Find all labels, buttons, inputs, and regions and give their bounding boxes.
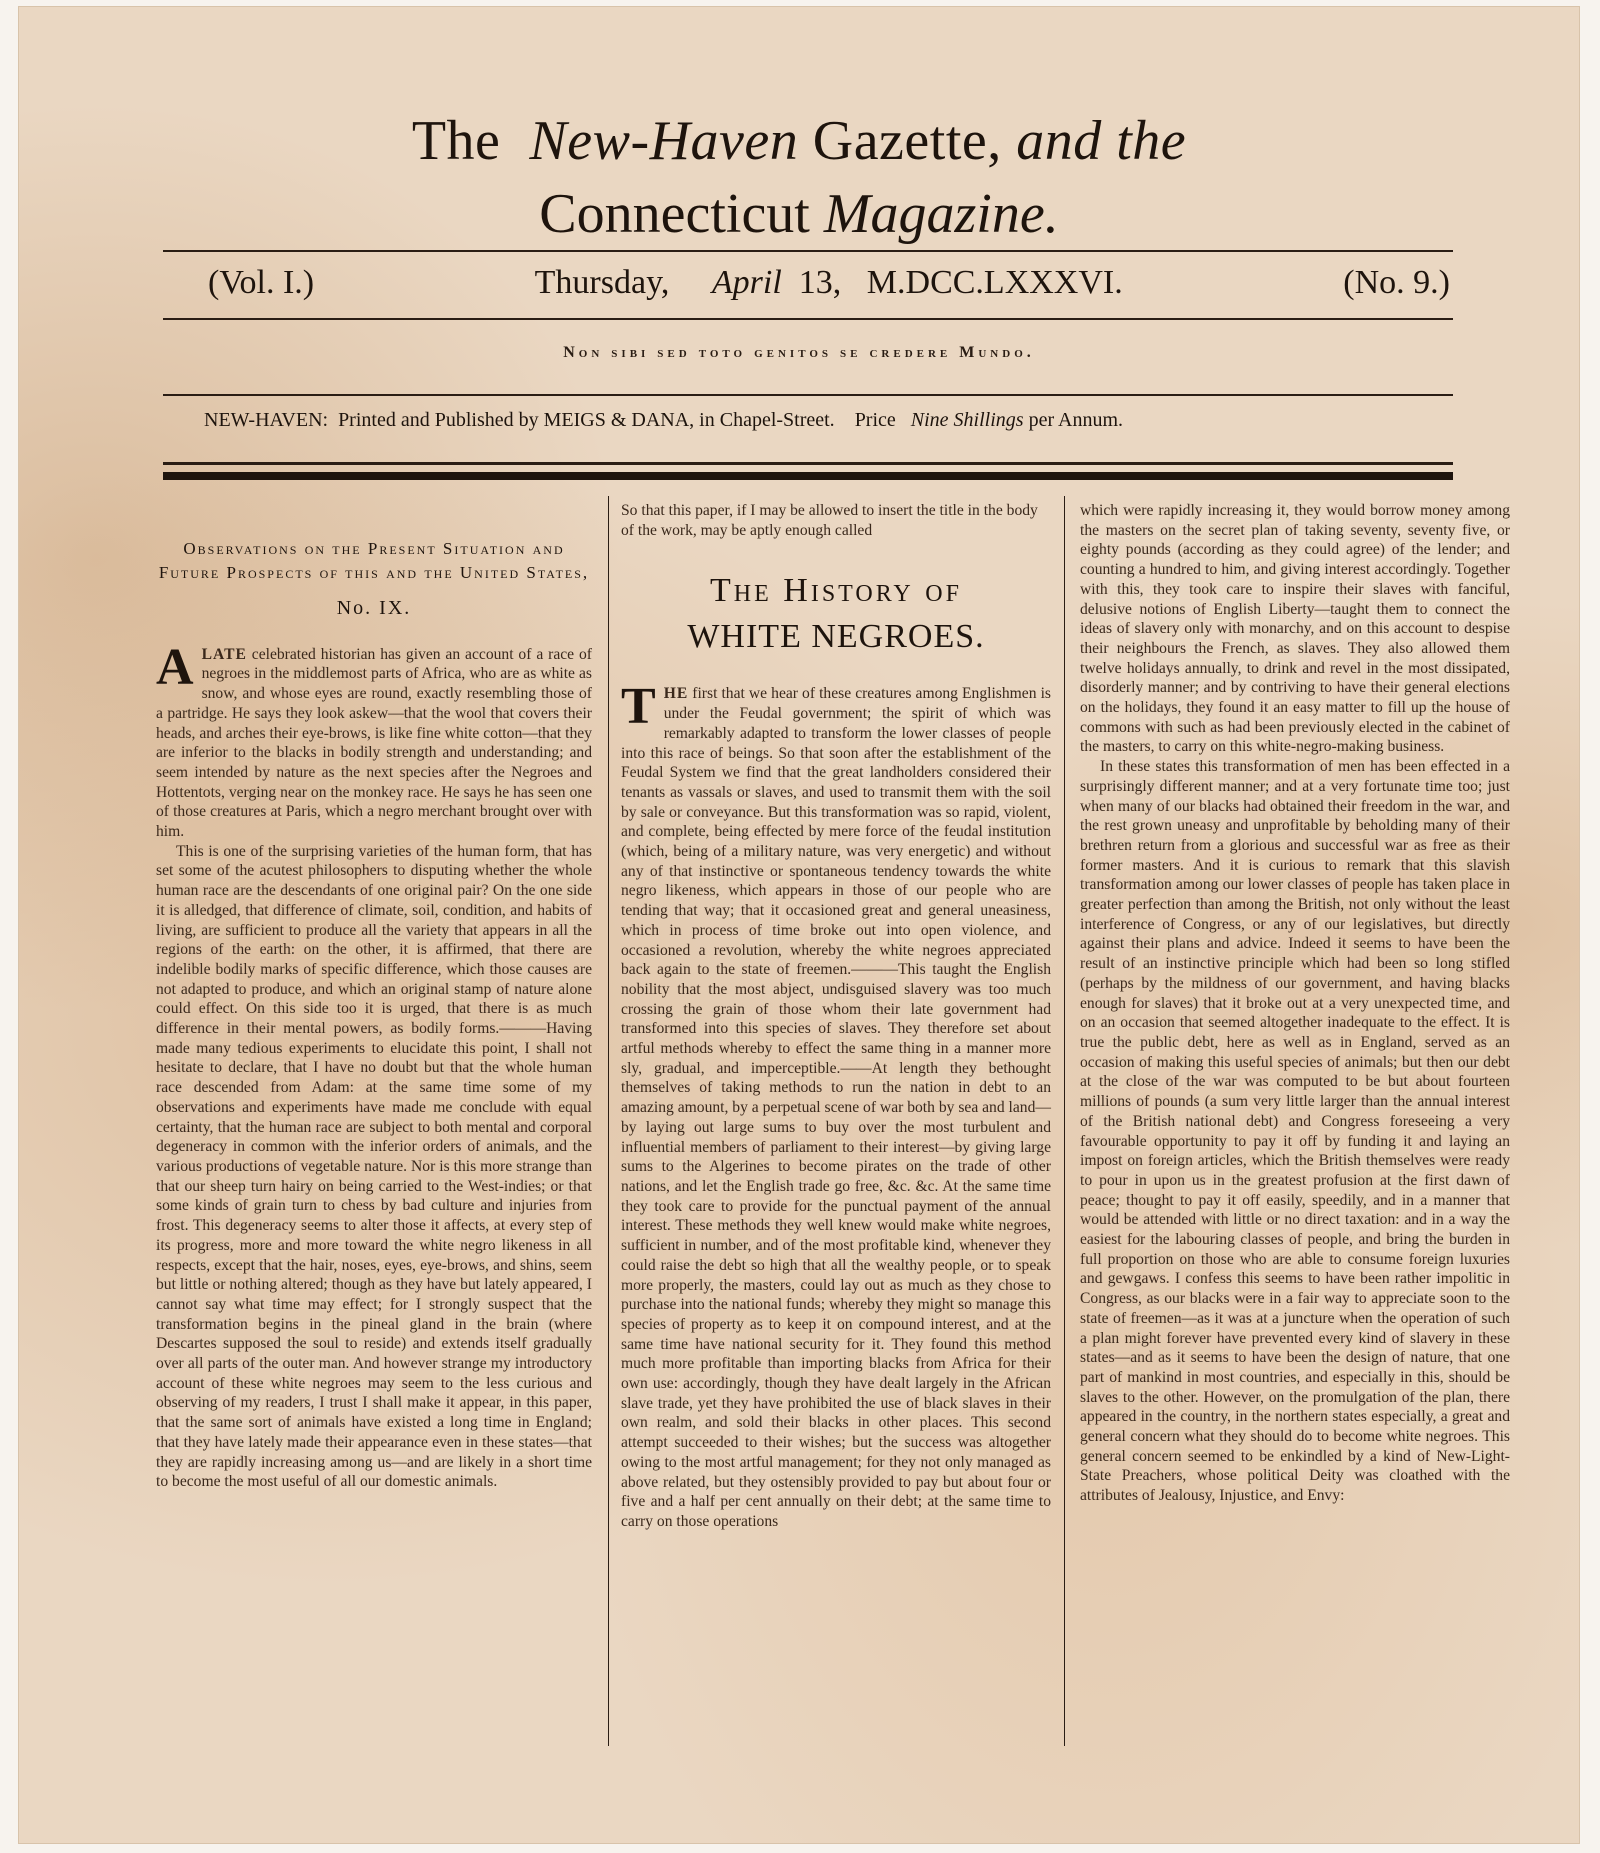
title-connecticut: Connecticut	[539, 183, 810, 245]
article-number: No. IX.	[336, 597, 412, 619]
lead-word: LATE	[201, 645, 247, 663]
weekday: Thursday,	[534, 264, 670, 301]
price-suffix: per Annum.	[1028, 409, 1124, 431]
motto: Non sibi sed toto genitos se credere Mundo.	[563, 344, 1035, 361]
title-gazette: Gazette,	[812, 110, 1002, 172]
title-and-the: and the	[1016, 110, 1187, 172]
article-heading: Observations on the Present Situation and Future Prospects of this and the United States,	[158, 539, 590, 582]
thick-rule-divider	[163, 472, 1453, 480]
day: 13,	[798, 264, 842, 301]
article-title	[621, 568, 1051, 660]
title-magazine: Magazine.	[823, 183, 1059, 245]
title-new-haven: New-Haven	[529, 110, 799, 172]
rule-divider	[163, 462, 1453, 465]
paragraph: which were rapidly increasing it, they would borrow money among the masters on the secret plan of taking seventy, seventy five, or eighty pounds (according as they could agree) of the lender; and counting a hundred to him, and giving interest accordingly. Together with this, they took care to inspire their slaves with fanciful, delusive notions of English Liberty—taught them to connect the ideas of slavery only with monarchy, and on this account to despise their neighbours the French, as slaves. They also allowed them twelve holidays annually, to drink and revel in the most dissipated, disorderly manner; and by contriving to have their general elections on the holidays, they found it an easy matter to fill up the house of commons with such as had been previously elected in the cabinet of the masters, to carry on this white-negro-making business.	[1080, 502, 1510, 756]
title-the: The	[411, 110, 501, 172]
paragraph	[621, 678, 1051, 1531]
date-label	[535, 264, 1123, 302]
newspaper-title-line1	[18, 111, 1580, 171]
paragraph-text: first that we hear of these creatures among Englishmen is under the Feudal government; the spirit of which was remarkably adapted to transform the lower classes of people into this race of beings. So that soon after the establishment of the Feudal System we find that the great landholders considered their tenants as vassals or slaves, and used to transmit them with the soil by sale or conveyance. But this transformation was so rapid, violent, and complete, being effected by mere force of the feudal institution (which, being of a military nature, was very energetic) and without any of that instinctive or spontaneous tendency towards the white negro likeness, which appears in those of our people who are tending that way; that it occasioned great and general uneasiness, which in process of time broke out into open violence, and occasioned a revolution, whereby the white negroes appreciated back again to the state of freemen.———This taught the English nobility that the most abject, undisguised slavery was too much crossing the grain of those whom their late government had transformed into this species of slaves. They therefore set about artful methods whereby to effect the same thing in a manner more sly, gradual, and imperceptible.——At length they bethought themselves of taking methods to run the nation in debt to an amazing amount, by a perpetual scene of war both by sea and land—by laying out large sums to buy over the most turbulent and influential members of parliament to their interest—by giving large sums to the Algerines to become pirates on the trade of other nations, and let the English trade go free, &c. &c. At the same time they took care to provide for the punctual payment of the annual interest. These methods they well knew would make white negroes, sufficient in number, and of the most profitable kind, whenever they could raise the debt so high that all the wealthy people, or to speak more properly, the masters, could lay out as much as they chose to purchase into the national funds; whereby they might so manage this species of property as to keep it on compound interest, and at the same time have national security for it. They found this method much more profitable than importing blacks from Africa for their own use: accordingly, though they have dealt largely in the African slave trade, yet they have prohibited the use of black slaves in their own realm, and sold their blacks in other places. This second attempt succeeded to their wishes; but the success was altogether owing to the most artful management; for they not only managed as above related, but they ostensibly provided to pay but about four or five and a half per cent annually on their debt; at the same time to carry on those operations	[621, 685, 1051, 1530]
drop-cap: A	[156, 638, 194, 696]
price-label: Price	[854, 409, 896, 431]
dateline	[208, 264, 1450, 302]
drop-cap: T	[621, 678, 656, 736]
column-3-article	[1080, 501, 1510, 1506]
imprint-text: Printed and Published by MEIGS & DANA, in Chapel-Street.	[338, 409, 835, 431]
column-1-article	[156, 501, 592, 1492]
paragraph	[156, 638, 592, 842]
issue-number: (No. 9.)	[1343, 264, 1450, 301]
rule-divider	[163, 394, 1453, 396]
newspaper-page	[18, 6, 1580, 1844]
title-line2: WHITE NEGROES.	[687, 618, 985, 656]
imprint-line	[204, 409, 1460, 432]
paragraph-text: celebrated historian has given an account of a race of negroes in the middlemost parts of Africa, who are as white as snow, and whose eyes are round, exactly resembling those of a partridge. He says they look askew—that the wool that covers their heads, and arches their eye-brows, is like fine white cotton—that they are inferior to the blacks in bodily strength and understanding; and seem intended by nature as the next species after the Negroes and Hottentots, verging near on the monkey race. He says he has seen one of those creatures at Paris, which a negro merchant brought over with him.	[156, 645, 592, 841]
column-2-article	[621, 501, 1051, 1532]
month: April	[711, 264, 782, 301]
imprint-place: NEW-HAVEN:	[204, 409, 329, 431]
column-divider	[1064, 496, 1065, 1746]
rule-divider	[163, 250, 1453, 252]
paragraph: This is one of the surprising varieties of the human form, that has set some of the acutest philosophers to disputing whether the whole human race are the descendants of one original pair? On the one side it is alledged, that difference of climate, soil, condition, and habits of living, are sufficient to produce all the variety that appears in all the regions of the earth: on the other, it is affirmed, that there are indelible bodily marks of specific difference, which those causes are not adapted to produce, and which an original stamp of nature alone could effect. On this side too it is urged, that there is as much difference in their mental powers, as bodily forms.———Having made many tedious experiments to elucidate this point, I shall not hesitate to declare, that I have no doubt but that the whole human race descended from Adam: at the same time some of my observations and experiments have made me conclude with equal certainty, that the human race are subject to both mental and corporal degeneracy in common with the inferior orders of animals, and the various productions of vegetable nature. Nor is this more strange than that our sheep turn hairy on being carried to the West-indies; or that some kinds of grain turn to chess by bad culture and injuries from frost. This degeneracy seems to alter those it affects, at every step of its progress, more and more toward the white negro likeness in all respects, except that the hair, noses, eyes, eye-brows, and shins, seem but little or nothing altered; though as they have but lately appeared, I cannot say what time may effect; for I strongly suspect that the transformation begins in the pineal gland in the brain (where Descartes supposed the soul to reside) and extends itself gradually over all parts of the outer man. And however strange my introductory account of these white negroes may seem to the less curious and observing of my readers, I trust I shall make it appear, in this paper, that the same sort of animals have existed a long time in England; that they have lately made their appearance even in these states—that they are rapidly increasing among us—and are likely in a short time to become the most useful of all our domestic animals.	[156, 842, 592, 1491]
newspaper-title-line2	[18, 184, 1580, 244]
column-divider	[608, 496, 609, 1746]
intro-paragraph: So that this paper, if I may be allowed to insert the title in the body of the work, may be aptly enough called	[621, 502, 1038, 539]
volume-label: (Vol. I.)	[208, 264, 315, 301]
rule-divider	[163, 318, 1453, 320]
paragraph: In these states this transformation of men has been effected in a surprisingly different manner; and at a very fortunate time too; just when many of our blacks had obtained their freedom in the war, and the rest grown uneasy and unprofitable by beholding many of their brethren return from a glorious and successful war as free as their former masters. And it is curious to remark that this slavish transformation among our lower classes of people has taken place in greater perfection than among the British, not only without the least interference of Congress, or any of our legislatives, but directly against their plans and advice. Indeed it seems to have been the result of an instinctive principle which had been so long stifled (perhaps by the mildness of our government, and having blacks enough for slaves) that it broke out at a very unexpected time, and on an occasion that seemed altogether inadequate to the effect. It is true the public debt, here as well as in England, served as an occasion of making this useful species of animals; but then our debt at the close of the war was computed to be but about fourteen millions of pounds (a sum very little larger than the annual interest of the British national debt) and Congress foreseeing a very favourable opportunity to pay it off by funding it and laying an impost on foreign articles, which the British themselves were ready to pour in upon us in the greatest profusion at the first dawn of peace; thought to pay it off easily, speedily, and in a manner that would be attended with little or no direct taxation: and in a way the easiest for the labouring classes of people, and bring the burden in full proportion on those who are able to consume foreign luxuries and gewgaws. I confess this seems to have been rather impolitic in Congress, as our blacks were in a fair way to appreciate soon to the state of freemen—as it was at a juncture when the operation of such a plan might forever have prevented every kind of slavery in these states—and as it seems to have been the design of nature, that one part of mankind in most countries, and especially in this, should be slaves to the other. However, on the promulgation of the plan, there appeared in the country, in the northern states especially, a great and general concern what they should do to become white negroes. This general concern seemed to be enkindled by a kind of New-Light-State Preachers, whose political Deity was cloathed with the attributes of Jealousy, Injustice, and Envy:	[1080, 758, 1510, 1505]
title-line1: The History of	[710, 572, 962, 610]
lead-word: HE	[663, 685, 689, 703]
year: M.DCC.LXXXVI.	[866, 264, 1123, 301]
price-value: Nine Shillings	[910, 409, 1024, 431]
